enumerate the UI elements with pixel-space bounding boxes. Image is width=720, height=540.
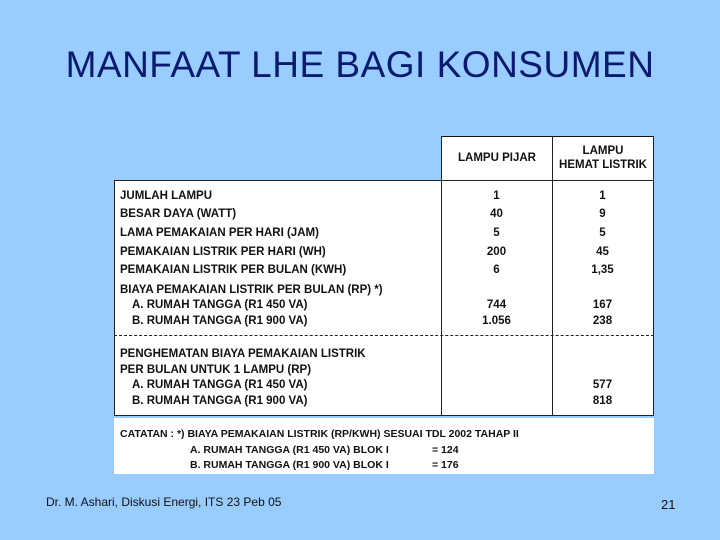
value-pijar: 1 bbox=[493, 190, 500, 202]
penghematan-value-hemat-a: 577 bbox=[592, 379, 613, 391]
note-line-2-value: = 124 bbox=[432, 444, 459, 456]
note-line-1: CATATAN : *) BIAYA PEMAKAIAN LISTRIK (RP/KWH) SESUAI TDL 2002 TAHAP II bbox=[120, 428, 519, 440]
biaya-value-pijar-b: 1.056 bbox=[482, 315, 511, 327]
table-bottom-border bbox=[114, 415, 654, 416]
value-pijar: 200 bbox=[486, 246, 507, 258]
biaya-sub-label-a: A. RUMAH TANGGA (R1 450 VA) bbox=[132, 299, 308, 311]
penghematan-label-1: PENGHEMATAN BIAYA PEMAKAIAN LISTRIK bbox=[120, 348, 366, 360]
biaya-label: BIAYA PEMAKAIAN LISTRIK PER BULAN (RP) *) bbox=[120, 284, 383, 296]
row-label: JUMLAH LAMPU bbox=[120, 190, 212, 202]
value-hemat: 5 bbox=[599, 227, 606, 239]
value-hemat: 9 bbox=[599, 208, 606, 220]
header-lampu-hemat-listrik: LAMPU HEMAT LISTRIK bbox=[552, 136, 654, 181]
penghematan-label-2: PER BULAN UNTUK 1 LAMPU (RP) bbox=[120, 364, 312, 376]
footer-credit: Dr. M. Ashari, Diskusi Energi, ITS 23 Peb 05 bbox=[46, 495, 282, 509]
penghematan-sub-label-a: A. RUMAH TANGGA (R1 450 VA) bbox=[132, 379, 308, 391]
value-pijar: 5 bbox=[493, 227, 500, 239]
biaya-value-pijar-a: 744 bbox=[486, 299, 507, 311]
row-label: PEMAKAIAN LISTRIK PER HARI (WH) bbox=[120, 246, 326, 258]
header-lampu-pijar: LAMPU PIJAR bbox=[441, 136, 553, 181]
penghematan-sub-label-b: B. RUMAH TANGGA (R1 900 VA) bbox=[132, 395, 308, 407]
notes-box bbox=[114, 418, 654, 474]
slide-title: MANFAAT LHE BAGI KONSUMEN bbox=[65, 44, 655, 85]
note-line-3-value: = 176 bbox=[432, 459, 459, 471]
section-separator bbox=[114, 335, 654, 336]
value-pijar: 6 bbox=[493, 264, 500, 276]
comparison-table bbox=[114, 136, 654, 416]
note-line-3-label: B. RUMAH TANGGA (R1 900 VA) BLOK I bbox=[190, 459, 389, 471]
table-right-border bbox=[653, 136, 654, 416]
value-pijar: 40 bbox=[490, 208, 503, 220]
biaya-value-hemat-a: 167 bbox=[592, 299, 613, 311]
page-number: 21 bbox=[661, 497, 676, 512]
note-line-2-label: A. RUMAH TANGGA (R1 450 VA) BLOK I bbox=[190, 444, 389, 456]
value-hemat: 1,35 bbox=[591, 264, 614, 276]
column-divider-1 bbox=[441, 136, 442, 416]
value-hemat: 1 bbox=[599, 190, 606, 202]
column-divider-2 bbox=[552, 136, 553, 416]
table-left-border bbox=[114, 180, 115, 416]
row-label: BESAR DAYA (WATT) bbox=[120, 208, 237, 220]
row-label: LAMA PEMAKAIAN PER HARI (JAM) bbox=[120, 227, 319, 239]
biaya-value-hemat-b: 238 bbox=[592, 315, 613, 327]
value-hemat: 45 bbox=[596, 246, 609, 258]
biaya-sub-label-b: B. RUMAH TANGGA (R1 900 VA) bbox=[132, 315, 308, 327]
table-top-border bbox=[114, 180, 654, 181]
row-label: PEMAKAIAN LISTRIK PER BULAN (KWH) bbox=[120, 264, 347, 276]
penghematan-value-hemat-b: 818 bbox=[592, 395, 613, 407]
